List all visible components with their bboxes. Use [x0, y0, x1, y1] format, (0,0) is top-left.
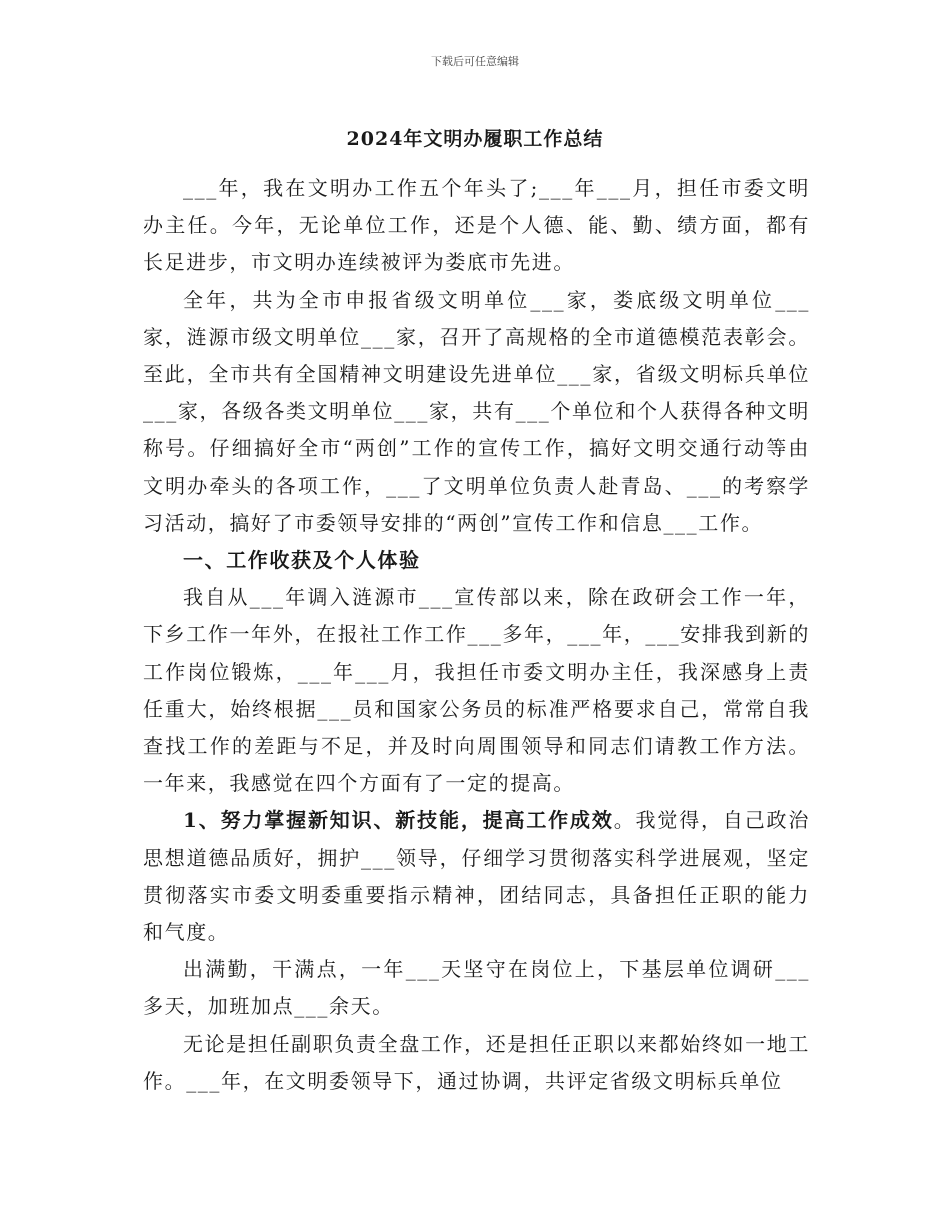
- point-1-text: 。我觉得，自己政治思想道德品质好，拥护___领导，仔细学习贯彻落实科学进展观，坚定贯彻落实市委文明委重要指示精神，团结同志，具备担任正职的能力和气度。: [143, 808, 810, 945]
- point-1-heading: 1、努力掌握新知识、新技能，提高工作成效: [183, 808, 614, 833]
- paragraph-consistent-work: 无论是担任副职负责全盘工作，还是担任正职以来都始终如一地工作。___年，在文明委领导下，通过协调，共评定省级文明标兵单位: [143, 1031, 810, 1093]
- paragraph-personal-experience: 我自从___年调入涟源市___宣传部以来，除在政研会工作一年，下乡工作一年外，在报社工作工作___多年，___年，___安排我到新的工作岗位锻炼，___年___月，我担任市委文明办主任，我深感身上责任重大，始终根据___员和国家公务员的标准严格要求自己，常常自我查找工作的差距与不足，并及时向周围领导和同志们请教工作方法。一年来，我感觉在四个方面有了一定的提高。: [143, 585, 810, 796]
- paragraph-annual-summary: 全年，共为全市申报省级文明单位___家，娄底级文明单位___家，涟源市级文明单位___家，召开了高规格的全市道德模范表彰会。至此，全市共有全国精神文明建设先进单位___家，省级文明标兵单位___家，各级各类文明单位___家，共有___个单位和个人获得各种文明称号。仔细搞好全市“两创”工作的宣传工作，搞好文明交通行动等由文明办牵头的各项工作，___了文明单位负责人赴青岛、___的考察学习活动，搞好了市委领导安排的“两创”宣传工作和信息___工作。: [143, 287, 810, 535]
- paragraph-point-1: [143, 802, 810, 951]
- paragraph-intro: ___年，我在文明办工作五个年头了;___年___月，担任市委文明办主任。今年，无论单位工作，还是个人德、能、勤、绩方面，都有长足进步，市文明办连续被评为娄底市先进。: [143, 176, 810, 275]
- paragraph-attendance: 出满勤，干满点，一年___天坚守在岗位上，下基层单位调研___多天，加班加点___余天。: [143, 957, 810, 1019]
- document-body: [143, 170, 810, 1100]
- section-heading-1: 一、工作收获及个人体验: [183, 548, 421, 573]
- page-header-note: 下载后可任意编辑: [431, 55, 519, 68]
- document-title: 2024年文明办履职工作总结: [346, 128, 604, 150]
